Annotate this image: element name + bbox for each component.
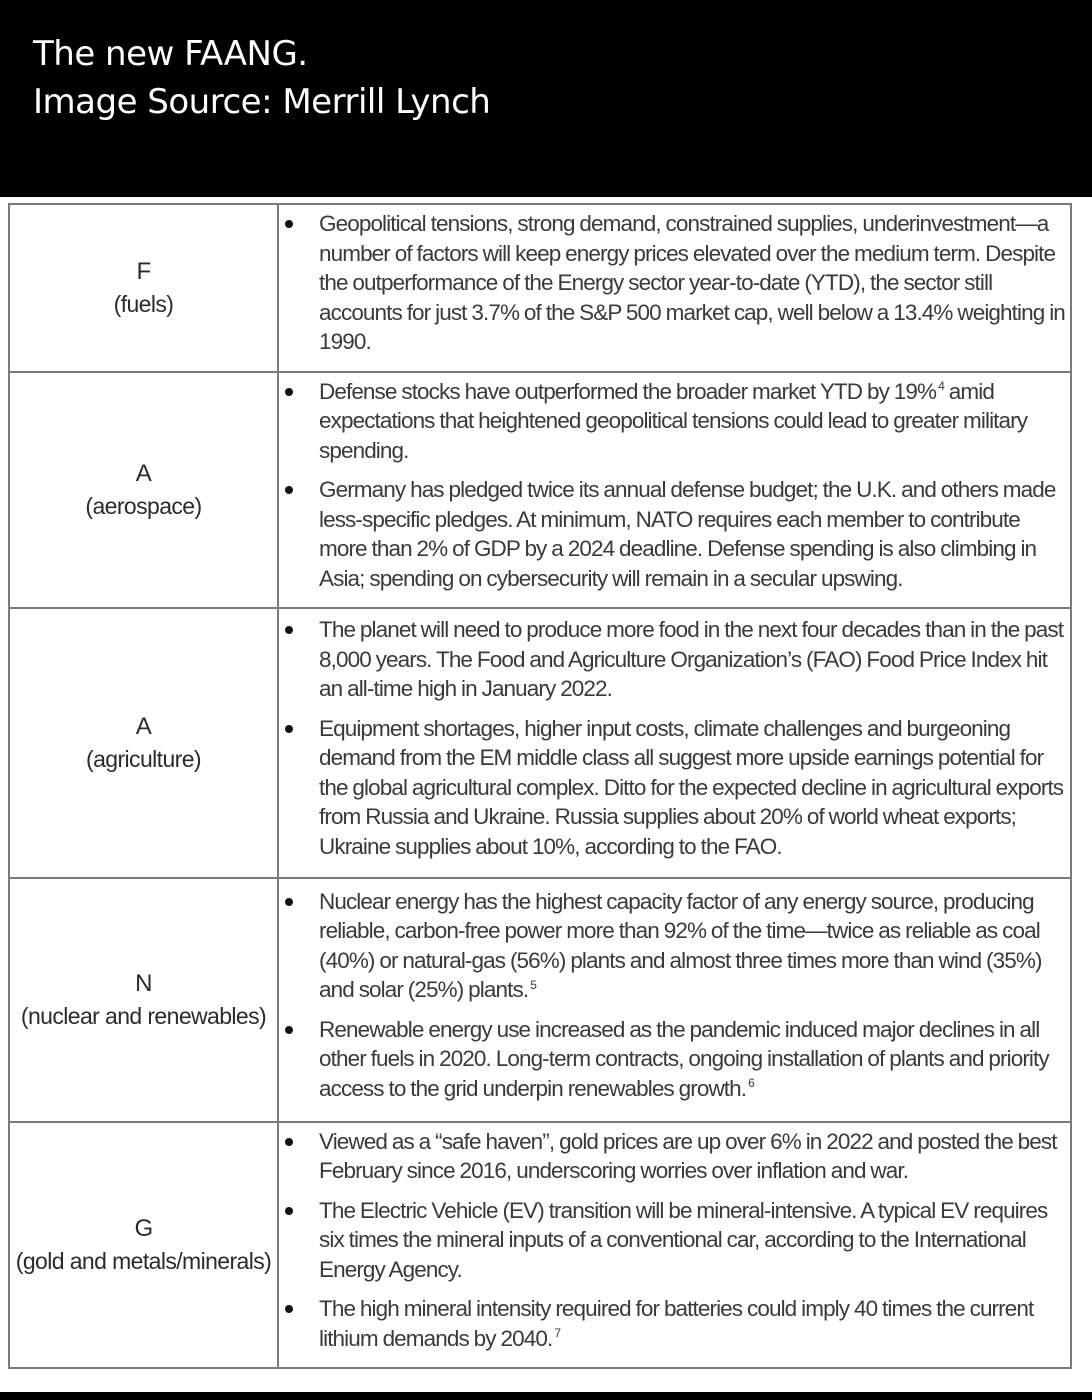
bullet-text: Equipment shortages, higher input costs, climate challenges and burgeoning demand from the EM middle class all suggest more upside earnings potential for the global agricultural complex. Ditto for the expected decline in agricultural exports from Russia and Ukraine. Russia supplies about 20% of world wheat exports; Ukraine supplies about 10%, according to the FAO. [319,715,1064,859]
bullet-text: The high mineral intensity required for batteries could imply 40 times the current lithium demands by 2040. [319,1296,1034,1351]
bullet-item [279,714,1070,862]
row-label [9,372,278,608]
row-letter: A [135,460,152,487]
footnote-marker: 6 [748,1076,754,1091]
bullet-icon [285,388,293,396]
row-description: (gold and metals/minerals) [15,1248,272,1274]
row-description: (aerospace) [85,493,202,519]
bullet-icon [285,1305,293,1313]
page-title: The new FAANG. [33,34,308,74]
row-body [278,878,1071,1122]
footnote-marker: 5 [530,977,536,992]
row-letter: G [134,1215,153,1242]
bullet-item [279,377,1070,466]
row-body [278,204,1071,372]
row-letter: F [136,258,151,285]
bullet-text: The Electric Vehicle (EV) transition will be mineral-intensive. A typical EV requires six times the mineral inputs of a conventional car, according to the International Energy Agency. [319,1197,1048,1282]
row-body [278,372,1071,608]
table-row-agriculture [9,608,1071,878]
footnote-marker: 7 [554,1326,561,1341]
row-label [9,204,278,372]
bullet-item [279,475,1070,593]
table-row-nuclear [9,878,1071,1122]
row-description: (agriculture) [86,746,201,772]
image-source: Image Source: Merrill Lynch [33,82,491,122]
bottom-bar [0,1392,1092,1400]
header [0,0,1092,197]
bullet-item [279,1196,1070,1285]
bullet-item [279,615,1070,704]
bullet-item [279,209,1070,357]
bullet-text: Geopolitical tensions, strong demand, constrained supplies, underinvestment—a number of factors will keep energy prices elevated over the medium term. Despite the outperformance of the Energy sector year-to-date (YTD), the sector still accounts for just 3.7% of the S&P 500 market cap, well below a 13.4% weighting in 1990. [319,211,1065,355]
bullet-text: Nuclear energy has the highest capacity factor of any energy source, producing reliable, carbon-free power more than 92% of the time—twice as reliable as coal (40%) or natural-gas (56%) plants and almost three times more than wind (35%) and solar (25%) plants. [319,888,1042,1003]
bullet-text: Defense stocks have outperformed the broader market YTD by 19% [319,378,937,404]
bullet-text: Viewed as a “safe haven”, gold prices are up over 6% in 2022 and posted the best February since 2016, underscoring worries over inflation and war. [319,1128,1057,1184]
bullet-icon [285,1207,293,1215]
row-description: (fuels) [113,291,174,317]
bullet-icon [285,725,293,733]
row-body [278,608,1071,878]
bullet-item [279,1015,1070,1104]
bullet-text-continued: amid expectations that heightened geopolitical tensions could lead to greater military spending. [319,378,1028,463]
bullet-icon [285,1138,293,1146]
bullet-icon [285,220,293,228]
bullet-text: Germany has pledged twice its annual defense budget; the U.K. and others made less-specific pledges. At minimum, NATO requires each member to contribute more than 2% of GDP by a 2024 deadline. Defense spending is also climbing in Asia; spending on cybersecurity will remain in a secular upswing. [319,477,1056,591]
document-sheet [0,197,1092,1392]
bullet-text: Renewable energy use increased as the pandemic induced major declines in all other fuels in 2020. Long-term contracts, ongoing installation of plants and priority access to the grid underpin renewables growth. [319,1016,1049,1101]
row-letter: N [135,970,152,997]
row-label [9,1122,278,1368]
bullet-icon [285,486,293,494]
table-row-gold [9,1122,1071,1368]
bullet-item [279,1127,1070,1186]
row-body [278,1122,1071,1368]
bullet-icon [285,626,293,634]
row-description: (nuclear and renewables) [20,1003,267,1029]
row-label [9,878,278,1122]
faang-table [8,203,1072,1369]
row-label [9,608,278,878]
bullet-item [279,887,1070,1005]
bullet-text: The planet will need to produce more food in the next four decades than in the past 8,000 years. The Food and Agriculture Organization’s (FAO) Food Price Index hit an all-time high in January 2022. [319,617,1064,701]
table-row-aerospace [9,372,1071,608]
footnote-marker: 4 [938,379,944,394]
bullet-item [279,1294,1070,1353]
bullet-icon [285,1026,293,1034]
table-row-fuels [9,204,1071,372]
bullet-icon [285,898,293,906]
row-letter: A [135,713,152,740]
